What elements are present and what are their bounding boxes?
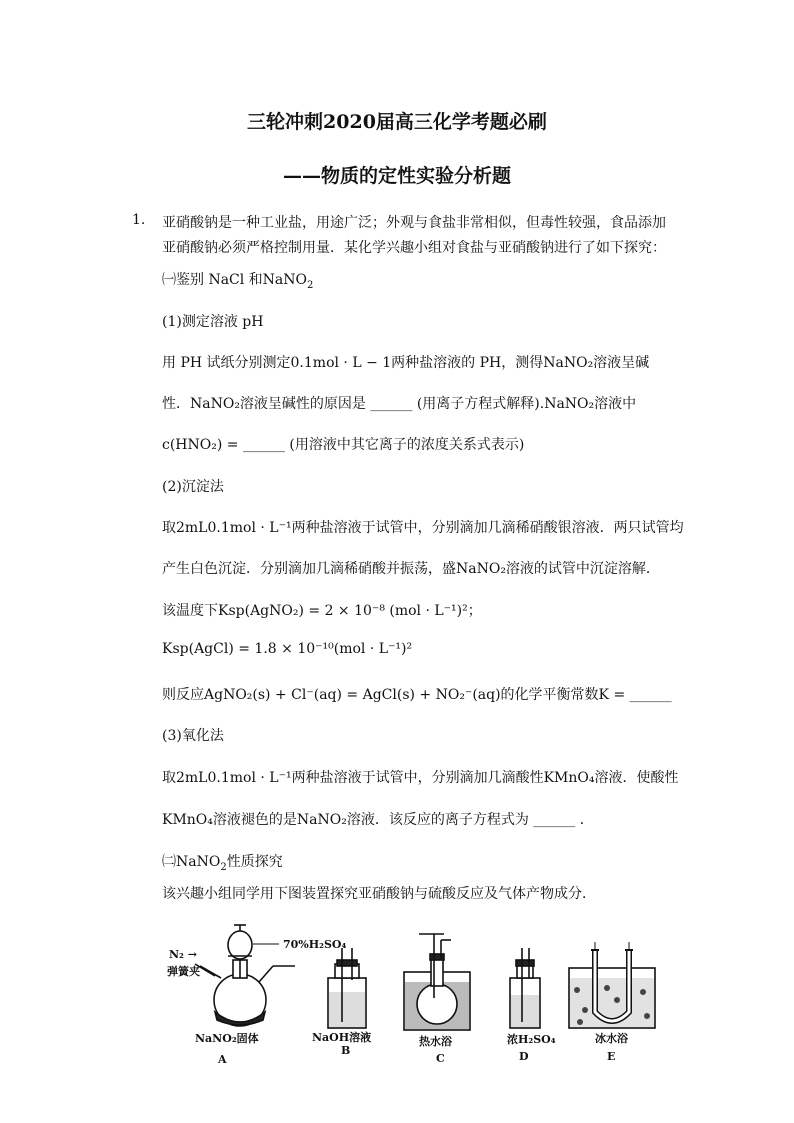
part-2-heading-text: ㈡NaNO bbox=[162, 854, 221, 870]
section-3-title: (3)氧化法 bbox=[162, 728, 224, 744]
letter-d: D bbox=[519, 1050, 529, 1063]
question-number: 1. bbox=[132, 212, 146, 228]
part-1-heading bbox=[162, 269, 313, 291]
section-3-line-1: 取2mL0.1mol · L⁻¹两种盐溶液于试管中，分别滴加几滴酸性KMnO₄溶液．使酸性 bbox=[162, 770, 679, 786]
letter-e: E bbox=[607, 1050, 616, 1063]
apparatus-d bbox=[510, 948, 540, 1028]
part-1-heading-subscript: 2 bbox=[307, 279, 314, 291]
label-hot-water: 热水浴 bbox=[419, 1035, 452, 1048]
part-2-heading-subscript: 2 bbox=[220, 861, 227, 873]
label-clamp: 弹簧夹 bbox=[167, 965, 200, 978]
apparatus-a bbox=[195, 925, 295, 1026]
section-2-title: (2)沉淀法 bbox=[162, 479, 224, 495]
section-1-title: (1)测定溶液 pH bbox=[162, 314, 264, 330]
page-subtitle: ——物质的定性实验分析题 bbox=[282, 165, 511, 187]
section-2-line-4: Ksp(AgCl) = 1.8 × 10⁻¹⁰(mol · L⁻¹)² bbox=[162, 641, 413, 657]
section-1-line-1: 用 PH 试纸分别测定0.1mol · L − 1两种盐溶液的 PH，测得NaNO₂溶液呈碱 bbox=[162, 355, 650, 371]
apparatus-e bbox=[569, 942, 655, 1028]
label-naoh: NaOH溶液 bbox=[312, 1031, 372, 1044]
section-3-line-2: KMnO₄溶液褪色的是NaNO₂溶液．该反应的离子方程式为 ______ ． bbox=[162, 812, 594, 828]
section-1-line-3: c(HNO₂) = ______ (用溶液中其它离子的浓度关系式表示) bbox=[162, 437, 525, 453]
section-1-line-2: 性．NaNO₂溶液呈碱性的原因是 ______ (用离子方程式解释).NaNO₂溶液中 bbox=[162, 396, 637, 412]
part-2-intro: 该兴趣小组同学用下图装置探究亚硝酸钠与硫酸反应及气体产物成分． bbox=[162, 886, 596, 902]
apparatus-figure bbox=[155, 920, 675, 1070]
page-title: 三轮冲刺2020届高三化学考题必刷 bbox=[247, 111, 547, 133]
label-solid: NaNO₂固体 bbox=[195, 1032, 259, 1045]
apparatus-b bbox=[328, 948, 366, 1028]
label-ice-water: 冰水浴 bbox=[595, 1032, 628, 1045]
part-2-heading bbox=[162, 851, 283, 873]
letter-a: A bbox=[218, 1053, 227, 1066]
section-2-line-5: 则反应AgNO₂(s) + Cl⁻(aq) = AgCl(s) + NO₂⁻(aq)的化学平衡常数K = ______ bbox=[162, 687, 672, 703]
section-2-line-1: 取2mL0.1mol · L⁻¹两种盐溶液于试管中，分别滴加几滴稀硝酸银溶液．两只试管均 bbox=[162, 520, 684, 536]
intro-line-2: 亚硝酸钠必须严格控制用量．某化学兴趣小组对食盐与亚硝酸钠进行了如下探究： bbox=[162, 240, 666, 256]
letter-c: C bbox=[436, 1052, 445, 1065]
apparatus-c bbox=[404, 934, 470, 1030]
part-2-heading-tail: 性质探究 bbox=[226, 854, 283, 870]
section-2-line-2: 产生白色沉淀．分别滴加几滴稀硝酸并振荡，盛NaNO₂溶液的试管中沉淀溶解． bbox=[162, 561, 660, 577]
intro-line-1: 亚硝酸钠是一种工业盐，用途广泛；外观与食盐非常相似，但毒性较强，食品添加 bbox=[162, 215, 666, 231]
section-2-line-3: 该温度下Ksp(AgNO₂) = 2 × 10⁻⁸ (mol · L⁻¹)²； bbox=[162, 603, 482, 619]
label-acid: 70%H₂SO₄ bbox=[283, 938, 347, 951]
label-n2: N₂ → bbox=[169, 948, 197, 961]
label-h2so4: 浓H₂SO₄ bbox=[507, 1033, 556, 1046]
letter-b: B bbox=[341, 1044, 351, 1057]
part-1-heading-text: ㈠鉴别 NaCl 和NaNO bbox=[162, 272, 308, 288]
